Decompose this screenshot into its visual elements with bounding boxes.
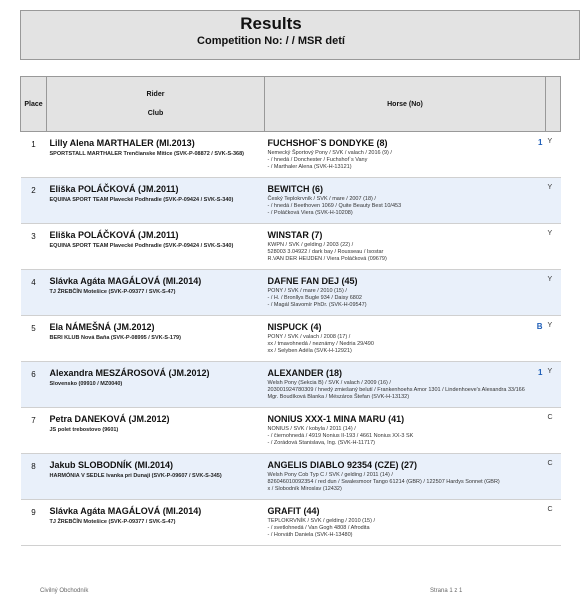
- horse-badge: B: [536, 322, 543, 331]
- row-rider-cell: [47, 500, 265, 546]
- rider-name: Slávka Agáta MAGÁLOVÁ (MI.2014): [49, 506, 202, 516]
- horse-details: Český Teplokrvník / SVK / mare / 2007 (18) / - / hnedá / Beethoven 1069 / Quite Beauty Best 10/453 - / Poláčková Viera (SVK-H-10208): [267, 196, 402, 216]
- row-horse-cell: [265, 362, 546, 408]
- column-header-rider: [47, 77, 265, 132]
- rider-name: Eliška POLÁČKOVÁ (JM.2011): [49, 230, 179, 240]
- column-header-rider-label: Rider: [146, 91, 165, 98]
- row-place: 1: [21, 132, 47, 178]
- rider-name: Slávka Agáta MAGÁLOVÁ (MI.2014): [49, 276, 202, 286]
- row-extra-mark: C: [546, 408, 561, 454]
- horse-name: DAFNE FAN DEJ (45): [267, 276, 358, 286]
- row-place: 8: [21, 454, 47, 500]
- row-rider-cell: [47, 178, 265, 224]
- row-extra-mark: Y: [546, 224, 561, 270]
- club-name: HARMÓNIA V SEDLE Ivanka pri Dunaji (SVK-P-09607 / SVK-S-345): [49, 473, 222, 479]
- results-table: [20, 76, 561, 546]
- row-rider-cell: [47, 132, 265, 178]
- results-header: [20, 10, 580, 60]
- row-horse-cell: [265, 316, 546, 362]
- horse-badge: 1: [538, 368, 543, 377]
- horse-name: ALEXANDER (18): [267, 368, 343, 378]
- horse-details: NONIUS / SVK / kobyla / 2011 (14) / - / čiernohnedá / 4919 Nonius II-193 / 4661 Nonius XX-3 SK - / Zorádová Stanislava, Ing. (SVK-H-11717): [267, 426, 414, 446]
- club-name: EQUINA SPORT TEAM Plavecké Podhradie (SVK-P-09424 / SVK-S-340): [49, 197, 234, 203]
- horse-name: WINSTAR (7): [267, 230, 323, 240]
- table-row: [21, 500, 561, 546]
- row-rider-cell: [47, 270, 265, 316]
- column-header-horse: Horse (No): [265, 77, 546, 132]
- horse-details: PONY / SVK / valach / 2008 (17) / xx / tmavohnedá / neznámy / Nedria 29/490 xx / Selyben Adéla (SVK-H-12921): [267, 334, 374, 354]
- horse-name: NONIUS XXX-1 MINA MARU (41): [267, 414, 405, 424]
- horse-details: Welsh Pony (Sekcia B) / SVK / valach / 2009 (16) / 203001924780309 / hnedý zmiešaný belutí / Frankenhoehs Amor 1301 / Lindenhoeve's Alexandra 33/166 Mgr. Boudíková Blanka / Mészáros Štefan (SVK-H-13132): [267, 380, 525, 400]
- table-row: [21, 224, 561, 270]
- club-name: SPORTSTALL MARTHALER Trenčianske Mitice (SVK-P-08872 / SVK-S-368): [49, 151, 244, 157]
- row-place: 6: [21, 362, 47, 408]
- table-header-row: [21, 77, 561, 132]
- row-place: 9: [21, 500, 47, 546]
- row-extra-mark: C: [546, 454, 561, 500]
- table-row: [21, 178, 561, 224]
- table-row: [21, 408, 561, 454]
- column-header-extra: [546, 77, 561, 132]
- row-extra-mark: Y: [546, 132, 561, 178]
- row-place: 4: [21, 270, 47, 316]
- rider-name: Jakub SLOBODNÍK (MI.2014): [49, 460, 174, 470]
- horse-details: PONY / SVK / mare / 2010 (15) / - / H. / Bronllys Bugle 934 / Daisy 6802 - / Magál Slavomír PhDr. (SVK-H-09547): [267, 288, 367, 308]
- row-horse-cell: [265, 408, 546, 454]
- row-extra-mark: Y: [546, 362, 561, 408]
- row-extra-mark: C: [546, 500, 561, 546]
- row-rider-cell: [47, 408, 265, 454]
- rider-name: Ela NÁMEŠNÁ (JM.2012): [49, 322, 155, 332]
- row-horse-cell: [265, 270, 546, 316]
- row-horse-cell: [265, 454, 546, 500]
- horse-name: NISPUCK (4): [267, 322, 322, 332]
- row-extra-mark: Y: [546, 270, 561, 316]
- rider-name: Eliška POLÁČKOVÁ (JM.2011): [49, 184, 179, 194]
- club-name: Slovensko (09910 / MZ0040): [49, 381, 123, 387]
- horse-details: KWPN / SVK / gelding / 2003 (22) / 528003 3.04922 / dark bay / Rousseau / Isostar R.VAN DER HEIJDEN / Viera Poláčková (09679): [267, 242, 387, 262]
- row-rider-cell: [47, 224, 265, 270]
- table-row: [21, 362, 561, 408]
- club-name: TJ ŽREBČÍN Motešice (SVK-P-09377 / SVK-S-47): [49, 519, 176, 525]
- column-header-place: Place: [21, 77, 47, 132]
- club-name: BERI KLUB Nová Baňa (SVK-P-08995 / SVK-S-179): [49, 335, 181, 341]
- table-row: [21, 316, 561, 362]
- horse-details: Nemecký Športový Pony / SVK / valach / 2016 (9) / - / hnedá / Donchester / Fuchshof`s Vany - / Marthaler Alena (SVK-H-13121): [267, 150, 392, 170]
- table-row: [21, 454, 561, 500]
- competition-subtitle: Competition No: / / MSR detí: [197, 35, 345, 47]
- row-horse-cell: [265, 132, 546, 178]
- horse-name: ANGELIS DIABLO 92354 (CZE) (27): [267, 460, 418, 470]
- club-name: TJ ŽREBČÍN Motešice (SVK-P-09377 / SVK-S-47): [49, 289, 176, 295]
- club-name: EQUINA SPORT TEAM Plavecké Podhradie (SVK-P-09424 / SVK-S-340): [49, 243, 234, 249]
- horse-name: BEWITCH (6): [267, 184, 323, 194]
- club-name: JS polet trebostovo (9601): [49, 427, 119, 433]
- row-place: 5: [21, 316, 47, 362]
- row-rider-cell: [47, 362, 265, 408]
- table-row: [21, 132, 561, 178]
- column-header-club-label: Club: [147, 110, 164, 117]
- horse-details: TEPLOKRVNÍK / SVK / gelding / 2010 (15) / - / svetlohnedá / Van Gogh 4808 / Afrodita - / Horváth Daniela (SVK-H-13480): [267, 518, 376, 538]
- rider-name: Lilly Alena MARTHALER (MI.2013): [49, 138, 195, 148]
- row-extra-mark: Y: [546, 316, 561, 362]
- row-place: 2: [21, 178, 47, 224]
- rider-name: Petra DANEKOVÁ (JM.2012): [49, 414, 170, 424]
- horse-badge: 1: [538, 138, 543, 147]
- rider-name: Alexandra MESZÁROSOVÁ (JM.2012): [49, 368, 210, 378]
- footer-left-text: Civilný Obchodník: [40, 588, 89, 594]
- row-place: 3: [21, 224, 47, 270]
- row-rider-cell: [47, 454, 265, 500]
- row-horse-cell: [265, 224, 546, 270]
- horse-name: FUCHSHOF`S DONDYKE (8): [267, 138, 388, 148]
- horse-details: Welsh Pony Cob Typ C / SVK / gelding / 2011 (14) / 826046010092354 / red dun / Swalesmoor Tango 61214 (GBR) / 122507 Hardys Sonnet (GBR) x / Slobodník Miroslav (12432): [267, 472, 500, 492]
- table-row: [21, 270, 561, 316]
- row-horse-cell: [265, 500, 546, 546]
- row-horse-cell: [265, 178, 546, 224]
- horse-name: GRAFIT (44): [267, 506, 320, 516]
- row-rider-cell: [47, 316, 265, 362]
- footer-page-number: Strana 1 z 1: [430, 588, 463, 594]
- page-title: Results: [240, 14, 302, 33]
- row-extra-mark: Y: [546, 178, 561, 224]
- row-place: 7: [21, 408, 47, 454]
